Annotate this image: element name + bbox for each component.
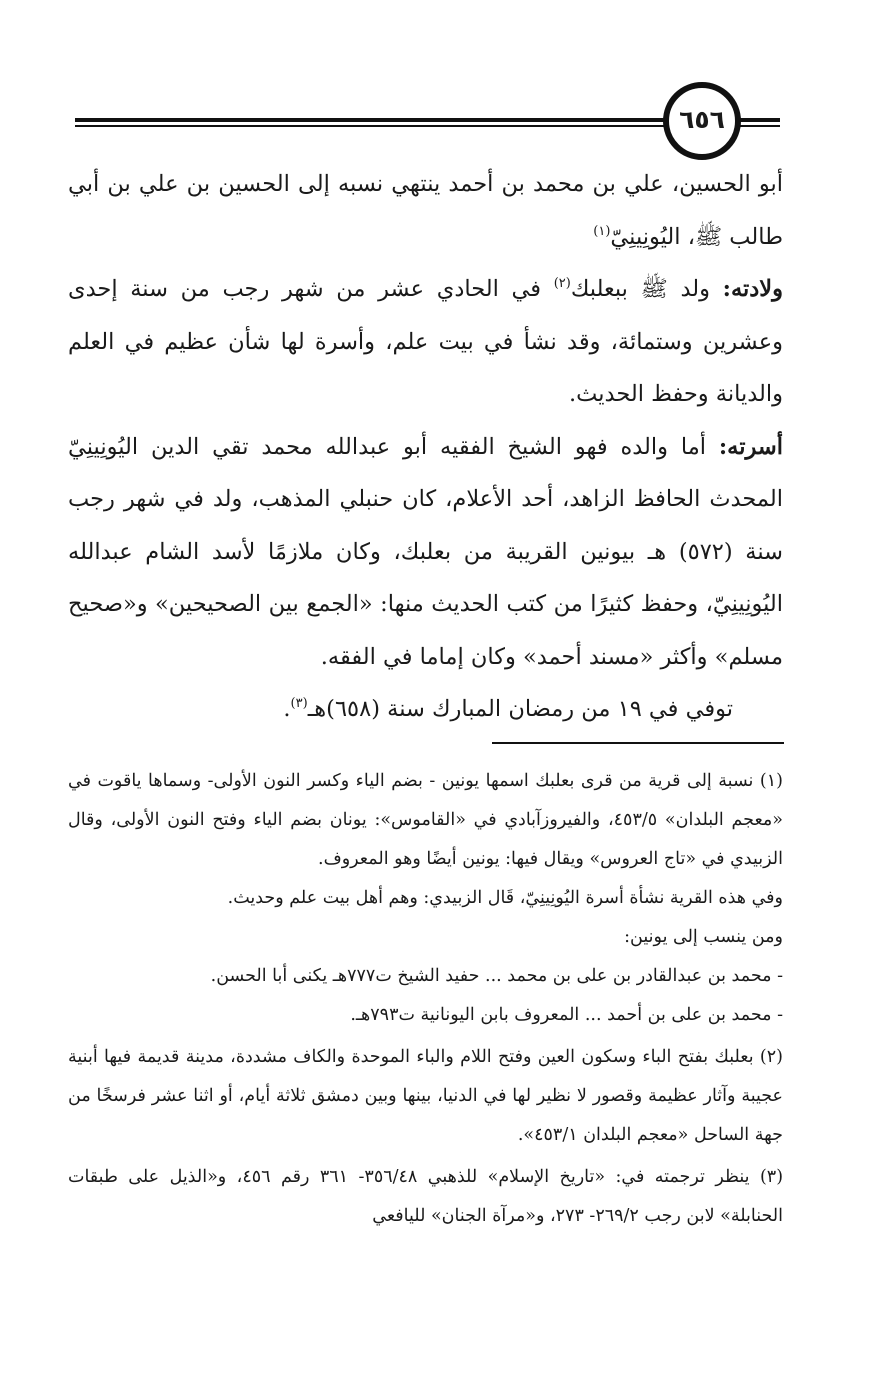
birth-text-b: في الحادي عشر من شهر رجب من سنة إحدى وعشرين وستمائة، وقد نشأ في بيت علم، وأسرة لها شأن عظيم في العلم والديانة وحفظ الحديث.	[68, 276, 783, 407]
footnote-ref-1: (١)	[593, 223, 611, 239]
footnote-1-attributed: ومن ينسب إلى يونين:	[624, 927, 783, 947]
header-rule-thin	[75, 125, 670, 127]
name-text: أبو الحسين، علي بن محمد بن أحمد ينتهي نسبه إلى الحسين بن علي بن أبي طالب ﷺ، اليُونِينِيّ	[68, 171, 783, 250]
footnote-separator	[492, 742, 784, 744]
footnote-3: (٣) ينظر ترجمته في: «تاريخ الإسلام» للذهبي ٣٥٦/٤٨- ٣٦١ رقم ٤٥٦، و«الذيل على طبقات الحنابلة» لابن رجب ٢٦٩/٢- ٢٧٣، و«مرآة الجنان» لليافعي	[68, 1167, 784, 1226]
family-label: أسرته:	[718, 433, 783, 460]
birth-label: ولادته:	[722, 276, 784, 302]
footnote-1-village: وفي هذه القرية نشأة أسرة اليُونِينِيّ، قَال الزبيدي: وهم أهل بيت علم وحديث.	[227, 888, 783, 908]
page-number-badge	[663, 82, 741, 160]
footnote-1-item-2: - محمد بن على بن أحمد ... المعروف بابن اليونانية ت٧٩٣هـ.	[350, 1005, 783, 1025]
footnotes	[68, 762, 783, 1236]
footnote-ref-3: (٣)	[290, 696, 308, 711]
paragraph-death	[68, 683, 783, 736]
family-text: أما والده فهو الشيخ الفقيه أبو عبدالله محمد تقي الدين اليُونِينِيّ المحدث الحافظ الزاهد، أحد الأعلام، كان حنبلي المذهب، ولد في شهر رجب سنة (٥٧٢) هـ بيونين القريبة من بعلبك، وكان ملازمًا لأسد الشام عبدالله اليُونِينِيّ، وحفظ كثيرًا من كتب الحديث منها: «الجمع بين الصحيحين» و«صحيح مسلم» وأكثر «مسند أحمد» وكان إماما في الفقه.	[68, 433, 784, 670]
footnote-2: (٢) بعلبك بفتح الباء وسكون العين وفتح اللام والباء الموحدة والكاف مشددة، مدينة قديمة فيها أبنية عجيبة وآثار عظيمة وقصور لا نظير لها في الدنيا، بينها وبين دمشق ثلاثة أيام، أو اثنا عشر فرسخًا من جهة الساحل «معجم البلدان ٤٥٣/١».	[68, 1047, 783, 1145]
paragraph-family	[68, 421, 783, 684]
page-number: ٦٥٦	[679, 104, 725, 134]
death-text: توفي في ١٩ من رمضان المبارك سنة (٦٥٨)هـ	[307, 696, 733, 722]
page-header	[0, 0, 873, 175]
main-text	[68, 158, 783, 736]
birth-text-a: ولد ﷺ ببعلبك	[570, 276, 723, 302]
header-rule-right	[740, 118, 780, 122]
death-text-end: .	[283, 696, 291, 722]
footnote-1-item-1: - محمد بن عبدالقادر بن على بن محمد ... حفيد الشيخ ت٧٧٧هـ يكنى أبا الحسن.	[210, 966, 783, 986]
footnote-1: (١) نسبة إلى قرية من قرى بعلبك اسمها يونين - بضم الياء وكسر النون الأولى- وسماها ياقوت في «معجم البلدان» ٤٥٣/٥، والفيروزآبادي في «القاموس»: يونان بضم الياء وفتح النون الأولى، وقال الزبيدي في «تاج العروس» ويقال فيها: يونين أيضًا وهو المعروف.	[68, 771, 783, 869]
footnote-ref-2: (٢)	[553, 276, 571, 291]
header-rule-right-thin	[740, 125, 780, 127]
paragraph-name	[68, 158, 783, 263]
header-rule	[75, 118, 670, 122]
paragraph-birth	[68, 263, 783, 421]
